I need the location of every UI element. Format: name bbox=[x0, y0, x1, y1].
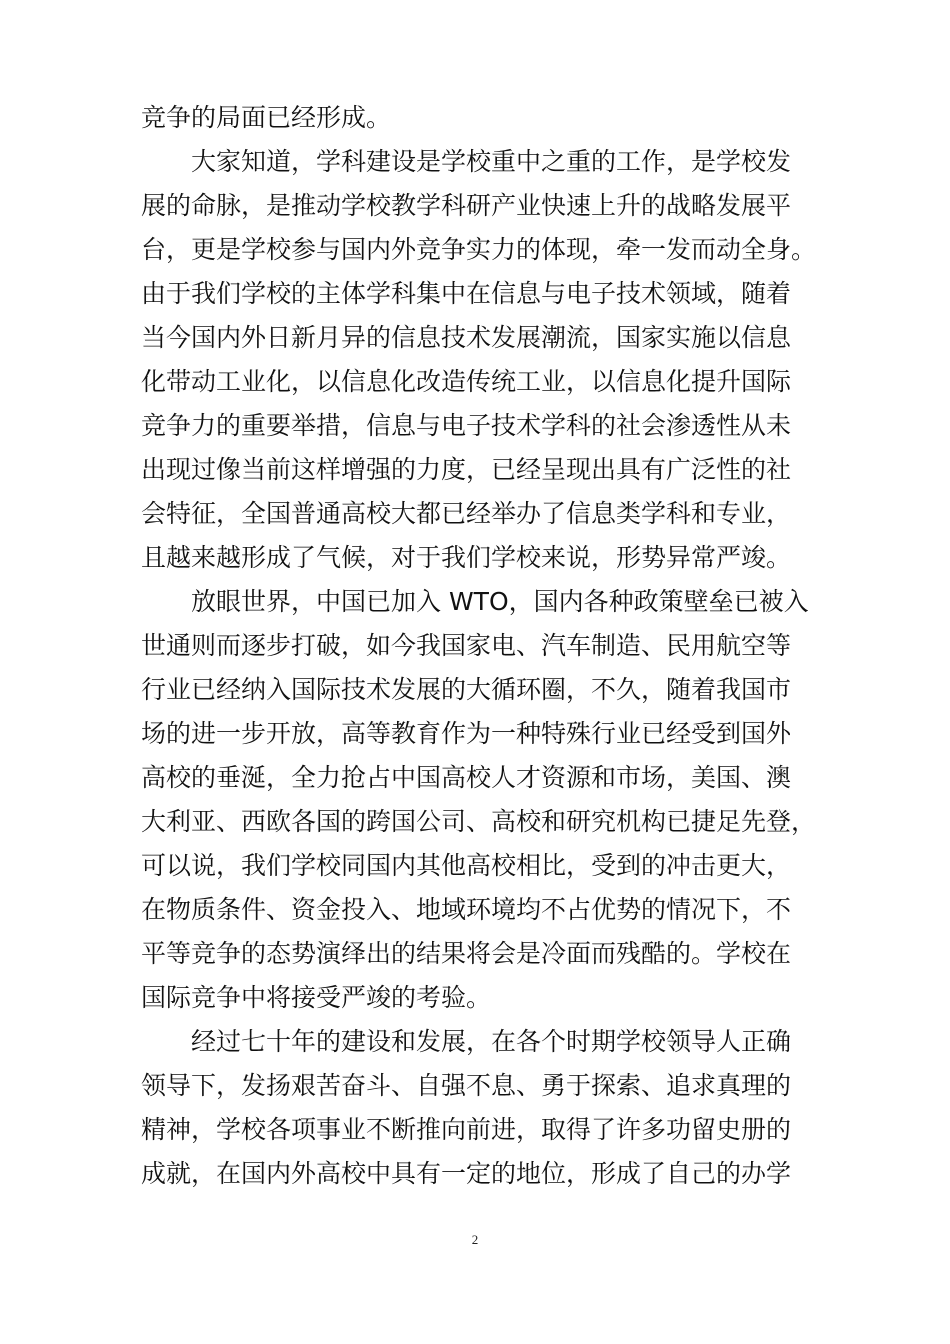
text-line: 场的进一步开放，高等教育作为一种特殊行业已经受到国外 bbox=[141, 719, 792, 748]
text-line: 精神，学校各项事业不断推向前进，取得了许多功留史册的 bbox=[141, 1115, 792, 1144]
text-line: 台，更是学校参与国内外竞争实力的体现，牵一发而动全身。 bbox=[141, 235, 817, 264]
paragraph-start-line: 放眼世界，中国已加入 WTO，国内各种政策壁垒已被入 bbox=[191, 587, 809, 616]
page-number: 2 bbox=[471, 1232, 479, 1247]
text-line: 行业已经纳入国际技术发展的大循环圈，不久，随着我国市 bbox=[141, 675, 792, 704]
body-text bbox=[141, 96, 817, 1196]
text-line: 由于我们学校的主体学科集中在信息与电子技术领域，随着 bbox=[141, 279, 792, 308]
text-line: 出现过像当前这样增强的力度，已经呈现出具有广泛性的社 bbox=[141, 455, 792, 484]
text-line: 在物质条件、资金投入、地域环境均不占优势的情况下，不 bbox=[141, 895, 792, 924]
text-line: 领导下，发扬艰苦奋斗、自强不息、勇于探索、追求真理的 bbox=[141, 1071, 792, 1100]
text-line: 竞争的局面已经形成。 bbox=[141, 103, 392, 132]
paragraph-start-line: 经过七十年的建设和发展，在各个时期学校领导人正确 bbox=[191, 1027, 792, 1056]
text-line: 会特征，全国普通高校大都已经举办了信息类学科和专业， bbox=[141, 499, 792, 528]
text-line: 平等竞争的态势演绎出的结果将会是冷面而残酷的。学校在 bbox=[141, 939, 792, 968]
text-line: 竞争力的重要举措，信息与电子技术学科的社会渗透性从未 bbox=[141, 411, 792, 440]
text-line: 世通则而逐步打破，如今我国家电、汽车制造、民用航空等 bbox=[141, 631, 792, 660]
text-line: 国际竞争中将接受严竣的考验。 bbox=[141, 983, 492, 1012]
text-line: 可以说，我们学校同国内其他高校相比，受到的冲击更大， bbox=[141, 851, 792, 880]
text-line: 高校的垂涎，全力抢占中国高校人才资源和市场，美国、澳 bbox=[141, 763, 792, 792]
text-line: 化带动工业化，以信息化改造传统工业，以信息化提升国际 bbox=[141, 367, 792, 396]
text-line: 成就，在国内外高校中具有一定的地位，形成了自己的办学 bbox=[141, 1159, 792, 1188]
text-line: 当今国内外日新月异的信息技术发展潮流，国家实施以信息 bbox=[141, 323, 792, 352]
text-line: 展的命脉，是推动学校教学科研产业快速上升的战略发展平 bbox=[141, 191, 792, 220]
paragraph-start-line: 大家知道，学科建设是学校重中之重的工作，是学校发 bbox=[191, 147, 792, 176]
text-line: 大利亚、西欧各国的跨国公司、高校和研究机构已捷足先登， bbox=[141, 807, 817, 836]
text-line: 且越来越形成了气候，对于我们学校来说，形势异常严竣。 bbox=[141, 543, 792, 572]
